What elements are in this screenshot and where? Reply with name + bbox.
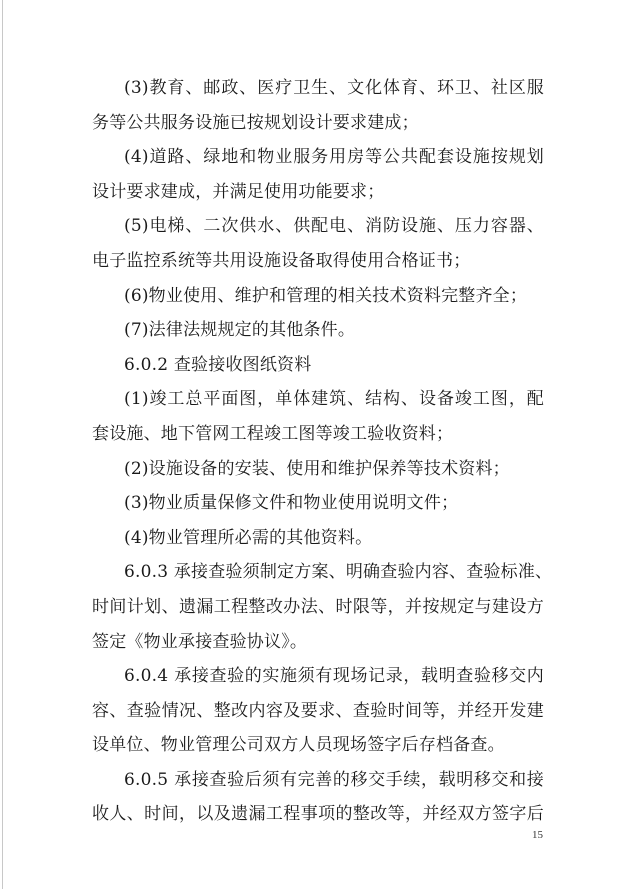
text-line: (1)竣工总平面图，单体建筑、结构、设备竣工图，配 <box>124 389 544 410</box>
text-line: (2)设施设备的安装、使用和维护保养等技术资料； <box>124 458 510 479</box>
text-line: 电子监控系统等共用设施设备取得使用合格证书； <box>92 250 471 271</box>
text-line: 6.0.4 承接查验的实施须有现场记录，载明查验移交内 <box>124 666 544 687</box>
text-line: 6.0.5 承接查验后须有完善的移交手续，载明移交和接 <box>124 769 544 790</box>
section-heading: 6.0.2 查验接收图纸资料 <box>124 354 312 375</box>
text-line: 设计要求建成，并满足使用功能要求； <box>92 181 385 202</box>
body-text <box>92 71 553 832</box>
text-line: (3)教育、邮政、医疗卫生、文化体育、环卫、社区服 <box>124 78 544 98</box>
text-line: 容、查验情况、整改内容及要求、查验时间等，并经开发建 <box>92 700 544 721</box>
text-line: (3)物业质量保修文件和物业使用说明文件； <box>124 493 459 514</box>
text-line: (5)电梯、二次供水、供配电、消防设施、压力容器、 <box>124 216 544 237</box>
text-line: 时间计划、遗漏工程整改办法、时限等，并按规定与建设方 <box>92 596 544 617</box>
text-line: (4)物业管理所必需的其他资料。 <box>124 527 373 548</box>
page-number: 15 <box>532 829 543 841</box>
text-line: (4)道路、绿地和物业服务用房等公共配套设施按规划 <box>124 147 544 168</box>
text-line: 收人、时间，以及遗漏工程事项的整改等，并经双方签字后 <box>92 804 544 825</box>
page-edge-rule <box>2 0 3 889</box>
text-line: 设单位、物业管理公司双方人员现场签字后存档备查。 <box>92 735 505 756</box>
text-line: 套设施、地下管网工程竣工图等竣工验收资料； <box>92 423 454 444</box>
text-line: 签定《物业承接查验协议》。 <box>92 631 308 652</box>
text-line: 务等公共服务设施已按规划设计要求建成； <box>92 112 419 133</box>
text-line: 6.0.3 承接查验须制定方案、明确查验内容、查验标准、 <box>124 562 553 583</box>
text-line: (7)法律法规规定的其他条件。 <box>124 320 356 341</box>
text-line: (6)物业使用、维护和管理的相关技术资料完整齐全； <box>124 285 528 306</box>
